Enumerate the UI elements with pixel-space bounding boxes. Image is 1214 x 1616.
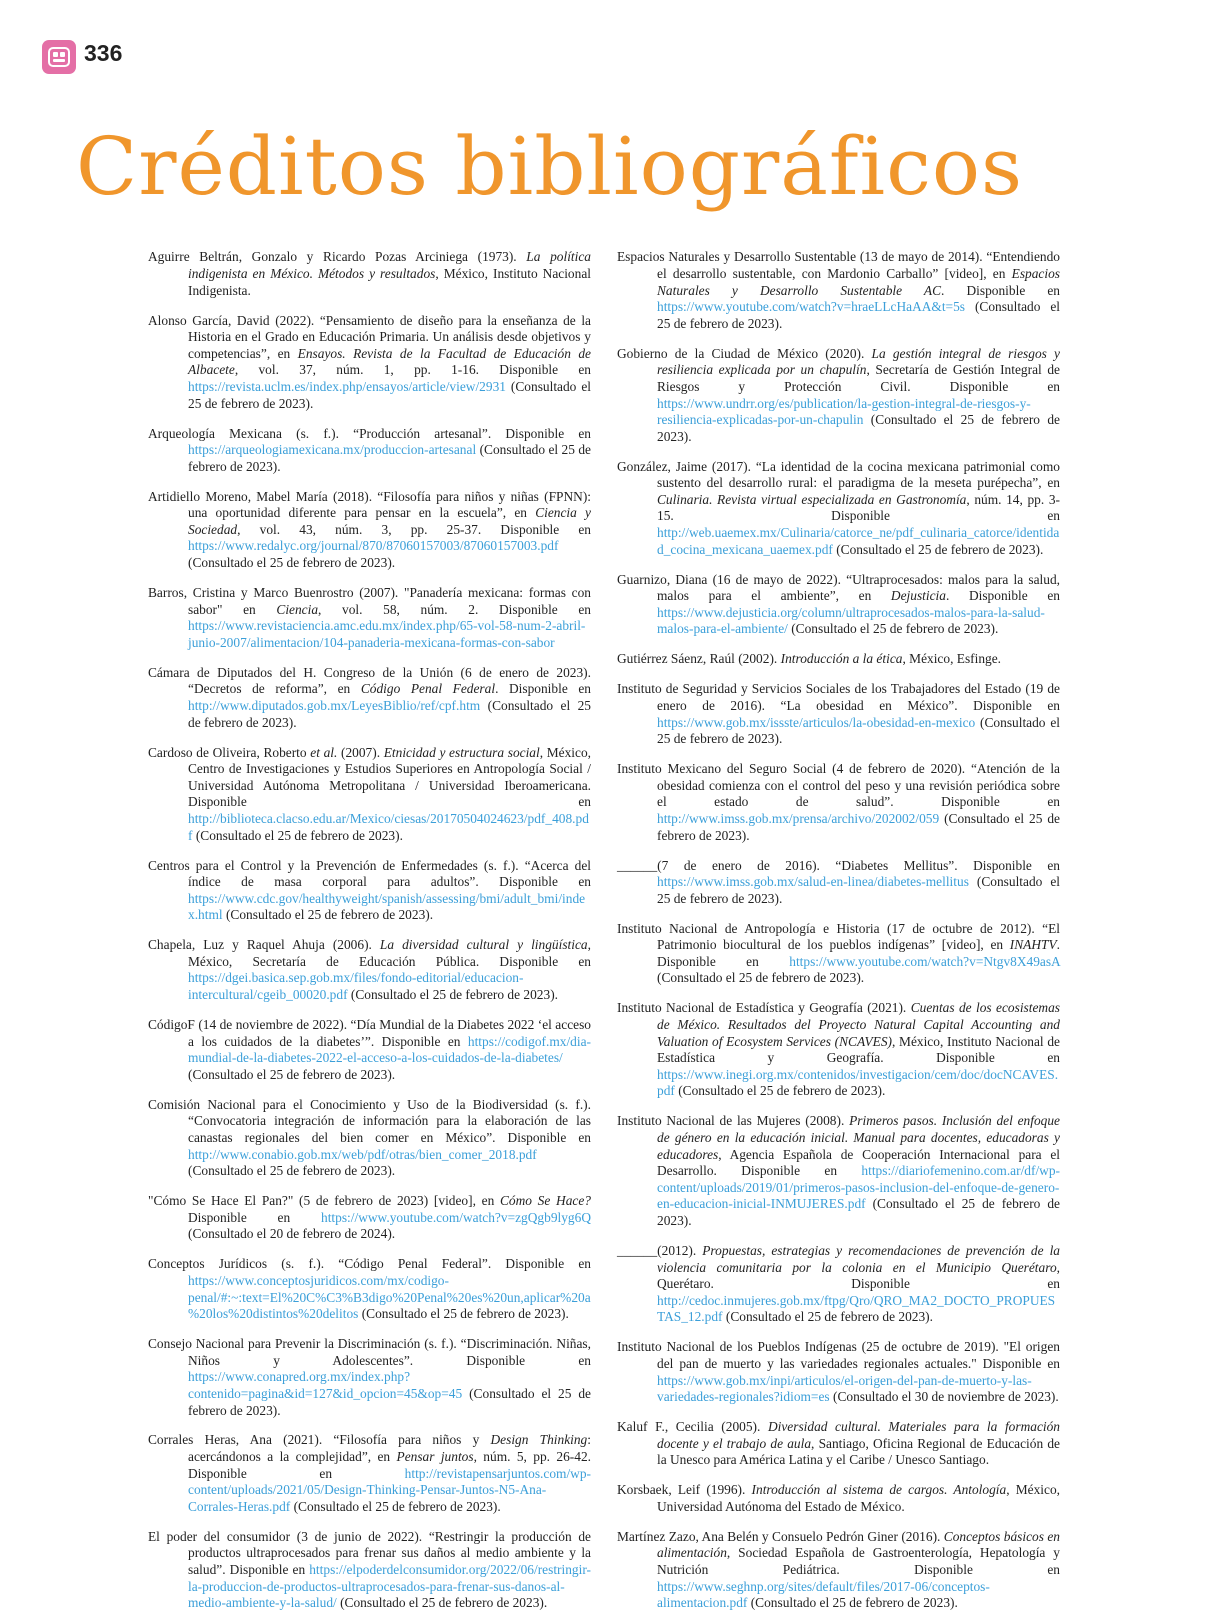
- reference-text: Instituto Mexicano del Seguro Social (4 de febrero de 2020). “Atención de la obesidad comienza con el control del peso y una revisión periódica sobre el estado de salud”. Disponible en: [617, 761, 1060, 810]
- reference-text: (Consultado el 25 de febrero de 2023).: [657, 810, 1060, 843]
- reference-text: Espacios Naturales y Desarrollo Sustentable (13 de mayo de 2014). “Entendiendo el desarrollo sustentable, con Mardonio Carballo” [video], en: [617, 249, 1060, 281]
- reference-text: "Cómo Se Hace El Pan?" (5 de febrero de 2023) [video], en: [148, 1193, 500, 1209]
- bibliography-entry: [148, 313, 591, 413]
- reference-link[interactable]: https://codigof.mx/dia-mundial-de-la-diabetes-2022-el-acceso-a-los-cuidados-de-la-diabetes/: [188, 1033, 591, 1066]
- reference-text: . Disponible en: [941, 282, 1060, 298]
- reference-title: La política indigenista en México. Métodos y resultados: [188, 249, 591, 281]
- reference-title: Conceptos básicos en alimentación: [657, 1528, 1060, 1561]
- reference-text: Cámara de Diputados del H. Congreso de la Unión (6 de enero de 2023). “Decretos de reforma”, en: [148, 664, 591, 697]
- reference-text: (Consultado el 25 de febrero de 2023).: [188, 1066, 396, 1082]
- reference-link[interactable]: https://www.gob.mx/inpi/articulos/el-origen-del-pan-de-muerto-y-las-variedades-regionales?idiom=es: [657, 1372, 1032, 1405]
- reference-text: Chapela, Luz y Raquel Ahuja (2006).: [148, 937, 380, 953]
- reference-text: , Secretaría de Gestión Integral de Riesgos y Protección Civil. Disponible en: [657, 362, 1060, 394]
- reference-link[interactable]: https://www.youtube.com/watch?v=zgQgb9lyg6Q: [321, 1209, 591, 1225]
- bibliography-entry: [148, 937, 591, 1003]
- reference-title: Cómo Se Hace?: [499, 1193, 591, 1209]
- reference-text: Artidiello Moreno, Mabel María (2018). “Filosofía para niños y niñas (FPNN): una oportunidad diferente para pensar en la escuela”, en: [148, 488, 591, 521]
- reference-text: Comisión Nacional para el Conocimiento y Uso de la Biodiversidad (s. f.). “Convocatoria integración de información para la elaboración de las canastas regionales del bien comer en México”. Disponible en: [148, 1096, 591, 1146]
- reference-text: (Consultado el 25 de febrero de 2023).: [188, 378, 591, 411]
- reference-text: ______(2012).: [617, 1242, 703, 1258]
- bibliography-right-column: [617, 236, 1060, 1616]
- bibliography-entry: [148, 1336, 591, 1419]
- reference-text: (Consultado el 25 de febrero de 2023).: [657, 714, 1060, 747]
- bibliography-entry: [617, 1419, 1060, 1469]
- reference-link[interactable]: http://revistapensarjuntos.com/wp-content/uploads/2021/05/Design-Thinking-Pensar-Juntos-N5-Ana-Corrales-Heras.pdf: [188, 1465, 591, 1514]
- reference-title: Ciencia y Sociedad: [188, 505, 591, 537]
- reference-text: ______(7 de enero de 2016). “Diabetes Mellitus”. Disponible en: [617, 857, 1060, 873]
- reference-title: Código Penal Federal: [360, 681, 496, 697]
- reference-link[interactable]: https://dgei.basica.sep.gob.mx/files/fondo-editorial/educacion-intercultural/cgeib_00020.pdf: [188, 970, 524, 1003]
- reference-link[interactable]: http://www.imss.gob.mx/prensa/archivo/202002/059: [657, 810, 940, 826]
- reference-text: . Disponible en: [945, 588, 1061, 604]
- bibliography-entry: [617, 459, 1060, 559]
- bibliography-entry: [148, 249, 591, 299]
- bibliography-entry: [148, 1529, 591, 1612]
- reference-text: (2007).: [337, 744, 384, 760]
- reference-text: (Consultado el 30 de noviembre de 2023).: [829, 1389, 1059, 1405]
- reference-text: (Consultado el 25 de febrero de 2023).: [787, 621, 999, 637]
- reference-text: Instituto Nacional de Antropología e Historia (17 de octubre de 2012). “El Patrimonio biocultural de los pueblos indígenas” [video], en: [617, 920, 1060, 953]
- reference-title: Design Thinking: [490, 1432, 588, 1448]
- reference-text: (Consultado el 20 de febrero de 2024).: [188, 1226, 396, 1242]
- reference-text: Aguirre Beltrán, Gonzalo y Ricardo Pozas Arciniega (1973).: [148, 249, 527, 265]
- reference-text: : acercándonos a la complejidad”, en: [188, 1432, 591, 1465]
- bibliography-entry: [617, 1339, 1060, 1405]
- reference-text: Disponible en: [188, 1209, 321, 1225]
- bibliography-entry: [148, 1097, 591, 1180]
- reference-title: Introducción al sistema de cargos. Antología: [751, 1482, 1007, 1498]
- reference-link[interactable]: http://web.uaemex.mx/Culinaria/catorce_ne/pdf_culinaria_catorce/identidad_cocina_mexicana_uaemex.pdf: [657, 525, 1060, 557]
- reference-text: , México, Universidad Autónoma del Estado de México.: [657, 1482, 1060, 1514]
- bibliography-entry: [148, 1256, 591, 1322]
- reference-link[interactable]: https://www.imss.gob.mx/salud-en-linea/diabetes-mellitus: [657, 874, 969, 890]
- reference-text: El poder del consumidor (3 de junio de 2022). “Restringir la producción de productos ultraprocesados para frenar sus daños al medio ambiente y la salud”. Disponible en: [148, 1528, 591, 1578]
- reference-text: , Querétaro. Disponible en: [657, 1259, 1060, 1292]
- bibliography-entry: [617, 1113, 1060, 1229]
- reference-text: , México, Secretaría de Educación Pública. Disponible en: [188, 937, 591, 969]
- reference-text: , México, Instituto Nacional de Estadística y Geografía. Disponible en: [657, 1033, 1060, 1066]
- reference-text: (Consultado el 25 de febrero de 2023).: [192, 827, 403, 843]
- reference-title: Cuentas de los ecosistemas de México. Resultados del Proyecto Natural Capital Accounting and Valuation of Ecosystem Services (NCAVES): [657, 1000, 1061, 1049]
- reference-text: (Consultado el 25 de febrero de 2023).: [722, 1309, 933, 1325]
- reference-title: Ensayos. Revista de la Facultad de Educación de Albacete: [188, 345, 591, 378]
- bibliography-entry: [148, 1017, 591, 1083]
- reference-title: La gestión integral de riesgos y resiliencia explicada por un chapulín: [657, 345, 1060, 378]
- reference-text: Instituto Nacional de Estadística y Geografía (2021).: [617, 1000, 911, 1016]
- reference-text: (Consultado el 25 de febrero de 2023).: [747, 1595, 958, 1611]
- bibliography-entry: [617, 921, 1060, 987]
- reference-link[interactable]: https://revista.uclm.es/index.php/ensayos/article/view/2931: [188, 378, 506, 394]
- page-number: 336: [84, 40, 123, 66]
- reference-text: , núm. 5, pp. 26-42. Disponible en: [188, 1449, 591, 1481]
- reference-text: (Consultado el 25 de febrero de 2023).: [188, 1385, 591, 1418]
- reference-title: Primeros pasos. Inclusión del enfoque de género en la educación inicial. Manual para docentes, educadoras y educadores: [657, 1113, 1060, 1162]
- reference-text: (Consultado el 25 de febrero de 2023).: [358, 1306, 569, 1322]
- reference-link[interactable]: https://elpoderdelconsumidor.org/2022/06/restringir-la-produccion-de-productos-ultraprocesados-para-frenar-sus-danos-al-medio-ambiente-y-la-salud/: [188, 1562, 591, 1611]
- reference-text: Arqueología Mexicana (s. f.). “Producción artesanal”. Disponible en: [148, 425, 591, 441]
- reference-text: Gutiérrez Sáenz, Raúl (2002).: [617, 651, 781, 667]
- bibliography-entry: [148, 489, 591, 572]
- reference-link[interactable]: https://www.seghnp.org/sites/default/files/2017-06/conceptos-alimentacion.pdf: [657, 1578, 990, 1611]
- reference-link[interactable]: https://arqueologiamexicana.mx/produccion-artesanal: [188, 442, 477, 458]
- reference-text: , Santiago, Oficina Regional de Educación de la Unesco para América Latina y el Caribe / Unesco Santiago.: [657, 1435, 1060, 1468]
- reference-text: , México, Centro de Investigaciones y Estudios Superiores en Antropología Social / Universidad Autónoma Metropolitana / Universidad Iberoamericana. Disponible en: [188, 744, 591, 810]
- reference-text: , México, Esfinge.: [902, 651, 1002, 667]
- reference-title: Pensar juntos: [396, 1449, 474, 1465]
- reference-title: Dejusticia: [890, 588, 946, 604]
- reference-text: , Agencia Española de Cooperación Internacional para el Desarrollo. Disponible en: [657, 1146, 1060, 1179]
- reference-link[interactable]: https://www.redalyc.org/journal/870/87060157003/87060157003.pdf: [188, 538, 559, 554]
- bibliography-entry: [617, 572, 1060, 638]
- reference-text: (Consultado el 25 de febrero de 2023).: [657, 874, 1060, 906]
- reference-text: Instituto Nacional de los Pueblos Indígenas (25 de octubre de 2019). "El origen del pan de muerto y las variedades regionales actuales." Disponible en: [617, 1339, 1060, 1371]
- reference-text: Cardoso de Oliveira, Roberto: [148, 744, 311, 760]
- reference-text: . Disponible en: [495, 681, 591, 697]
- bibliography-entry: [617, 858, 1060, 908]
- bibliography-entry: [617, 1482, 1060, 1515]
- reference-title: La diversidad cultural y lingüística: [379, 937, 588, 953]
- reference-text: (Consultado el 25 de febrero de 2023).: [674, 1083, 886, 1099]
- reference-text: (Consultado el 25 de febrero de 2023).: [336, 1595, 548, 1611]
- bibliography-left-column: [148, 236, 591, 1616]
- reference-text: (Consultado el 25 de febrero de 2023).: [832, 541, 1044, 557]
- page-title: Créditos bibliográficos: [76, 119, 1024, 213]
- reference-title: Introducción a la ética: [780, 651, 903, 667]
- reference-text: Consejo Nacional para Prevenir la Discriminación (s. f.). “Discriminación. Niñas, Niños y Adolescentes”. Disponible en: [148, 1336, 591, 1368]
- bibliography-entry: [617, 1529, 1060, 1612]
- reference-link[interactable]: http://www.conabio.gob.mx/web/pdf/otras/bien_comer_2018.pdf: [188, 1146, 537, 1162]
- bibliography-entry: [148, 1193, 591, 1243]
- reference-text: (Consultado el 25 de febrero de 2023).: [188, 555, 396, 571]
- reference-text: , Sociedad Española de Gastroenterología, Hepatología y Nutrición Pediátrica. Disponible en: [657, 1545, 1060, 1578]
- reference-text: (Consultado el 25 de febrero de 2023).: [188, 698, 591, 730]
- reference-title: Diversidad cultural. Materiales para la formación docente y el trabajo de aula: [657, 1419, 1060, 1451]
- reference-text: , vol. 58, núm. 2. Disponible en: [318, 601, 592, 617]
- bibliography-entry: [617, 761, 1060, 844]
- bibliography-entry: [617, 651, 1060, 668]
- reference-link[interactable]: https://www.dejusticia.org/column/ultraprocesados-malos-para-la-salud-malos-para-el-ambiente/: [657, 604, 1045, 637]
- reference-text: Instituto de Seguridad y Servicios Sociales de los Trabajadores del Estado (19 de enero de 2016). “La obesidad en México”. Disponible en: [617, 681, 1060, 713]
- reference-link[interactable]: https://www.conceptosjuridicos.com/mx/codigo-penal/#:~:text=El%20C%C3%B3digo%20Penal%20es%20un,aplicar%20a%20los%20distintos%20delitos: [188, 1272, 591, 1322]
- reference-title: Propuestas, estrategias y recomendaciones de prevención de la violencia comunitaria por la colonia en el Municipio Querétaro: [657, 1242, 1060, 1275]
- bibliography-entry: [617, 249, 1060, 332]
- reference-text: Kaluf F., Cecilia (2005).: [617, 1419, 768, 1435]
- reference-text: , vol. 37, núm. 1, pp. 1-16. Disponible en: [234, 362, 591, 378]
- reference-text: (Consultado el 25 de febrero de 2023).: [347, 987, 559, 1003]
- reference-text: Korsbaek, Leif (1996).: [617, 1482, 752, 1498]
- reference-text: (Consultado el 25 de febrero de 2023).: [657, 412, 1060, 444]
- reference-title: Espacios Naturales y Desarrollo Sustentable AC: [657, 265, 1060, 298]
- reference-link[interactable]: http://biblioteca.clacso.edu.ar/Mexico/ciesas/20170504024623/pdf_408.pdf: [188, 810, 589, 843]
- reference-text: Corrales Heras, Ana (2021). “Filosofía para niños y: [148, 1432, 491, 1448]
- reference-link[interactable]: https://www.youtube.com/watch?v=hraeLLcHaAA&t=5s: [657, 299, 966, 315]
- reference-text: . Disponible en: [657, 937, 1060, 969]
- reference-text: Gobierno de la Ciudad de México (2020).: [617, 345, 872, 361]
- reference-text: Martínez Zazo, Ana Belén y Consuelo Pedrón Giner (2016).: [617, 1528, 944, 1544]
- bibliography-entry: [148, 745, 591, 845]
- bibliography-entry: [148, 426, 591, 476]
- reference-text: Barros, Cristina y Marco Buenrostro (2007). "Panadería mexicana: formas con sabor" en: [148, 585, 591, 617]
- reference-link[interactable]: http://www.diputados.gob.mx/LeyesBiblio/ref/cpf.htm: [188, 698, 481, 713]
- reference-link[interactable]: http://cedoc.inmujeres.gob.mx/ftpg/Qro/QRO_MA2_DOCTO_PROPUESTAS_12.pdf: [657, 1292, 1056, 1325]
- bibliography-entry: [617, 1000, 1060, 1100]
- reference-text: , núm. 14, pp. 3-15. Disponible en: [657, 491, 1060, 524]
- bibliography-entry: [617, 1243, 1060, 1326]
- reference-link[interactable]: https://www.undrr.org/es/publication/la-gestion-integral-de-riesgos-y-resiliencia-explicadas-por-un-chapulin: [657, 395, 1031, 428]
- reference-link[interactable]: https://diariofemenino.com.ar/df/wp-content/uploads/2019/01/primeros-pasos-inclusion-del-enfoque-de-genero-en-educacion-inicial-INMUJERES.pdf: [657, 1163, 1060, 1212]
- bibliography-entry: [617, 346, 1060, 446]
- reference-title: Etnicidad y estructura social: [383, 744, 540, 760]
- bibliography-entry: [148, 858, 591, 924]
- maya-glyph-icon: [42, 40, 76, 74]
- reference-text: (Consultado el 25 de febrero de 2023).: [188, 1163, 396, 1179]
- reference-text: (Consultado el 25 de febrero de 2023).: [290, 1498, 501, 1514]
- bibliography-entry: [617, 681, 1060, 747]
- reference-text: , vol. 43, núm. 3, pp. 25-37. Disponible en: [237, 521, 591, 537]
- bibliography-entry: [148, 585, 591, 651]
- reference-text: Alonso García, David (2022). “Pensamiento de diseño para la enseñanza de la Historia en el Grado en Educación Primaria. Un análisis desde objetivos y competencias”, en: [148, 312, 591, 361]
- reference-text: Guarnizo, Diana (16 de mayo de 2022). “Ultraprocesados: malos para la salud, malos para el ambiente”, en: [617, 571, 1060, 604]
- reference-text: , México, Instituto Nacional Indigenista.: [188, 265, 591, 298]
- reference-text: (Consultado el 25 de febrero de 2023).: [188, 442, 591, 474]
- reference-link[interactable]: https://www.revistaciencia.amc.edu.mx/index.php/65-vol-58-num-2-abril-junio-2007/alimentacion/104-panaderia-mexicana-formas-con-sabor: [188, 618, 586, 650]
- reference-link[interactable]: https://www.inegi.org.mx/contenidos/investigacion/cem/doc/docNCAVES.pdf: [657, 1066, 1059, 1099]
- reference-text: (Consultado el 25 de febrero de 2023).: [657, 299, 1060, 331]
- reference-text: Centros para el Control y la Prevención de Enfermedades (s. f.). “Acerca del índice de masa corporal para adultos”. Disponible en: [148, 857, 591, 890]
- reference-title: et al.: [310, 744, 338, 760]
- reference-link[interactable]: https://www.conapred.org.mx/index.php?contenido=pagina&id=127&id_opcion=45&op=45: [188, 1369, 463, 1401]
- reference-text: (Consultado el 25 de febrero de 2023).: [222, 907, 434, 923]
- reference-text: (Consultado el 25 de febrero de 2023).: [657, 1196, 1060, 1228]
- reference-link[interactable]: https://www.youtube.com/watch?v=Ntgv8X49asA: [789, 953, 1060, 969]
- reference-text: Conceptos Jurídicos (s. f.). “Código Penal Federal”. Disponible en: [148, 1256, 591, 1272]
- reference-title: Culinaria. Revista virtual especializada en Gastronomía: [657, 491, 967, 507]
- reference-text: CódigoF (14 de noviembre de 2022). “Día Mundial de la Diabetes 2022 ‘el acceso a los cuidados de la diabetes’”. Disponible en: [148, 1017, 591, 1049]
- bibliography-entry: [148, 665, 591, 731]
- reference-text: (Consultado el 25 de febrero de 2023).: [657, 970, 865, 986]
- reference-title: INAHTV: [1009, 937, 1057, 953]
- bibliography-entry: [148, 1432, 591, 1515]
- reference-text: Instituto Nacional de las Mujeres (2008).: [617, 1113, 850, 1129]
- reference-title: Ciencia: [276, 601, 319, 617]
- reference-link[interactable]: https://www.gob.mx/issste/articulos/la-obesidad-en-mexico: [657, 714, 976, 730]
- reference-link[interactable]: https://www.cdc.gov/healthyweight/spanish/assessing/bmi/adult_bmi/index.html: [188, 890, 586, 923]
- reference-text: González, Jaime (2017). “La identidad de la cocina mexicana patrimonial como sustento del desarrollo rural: el paradigma de la meseta purépecha”, en: [617, 458, 1060, 491]
